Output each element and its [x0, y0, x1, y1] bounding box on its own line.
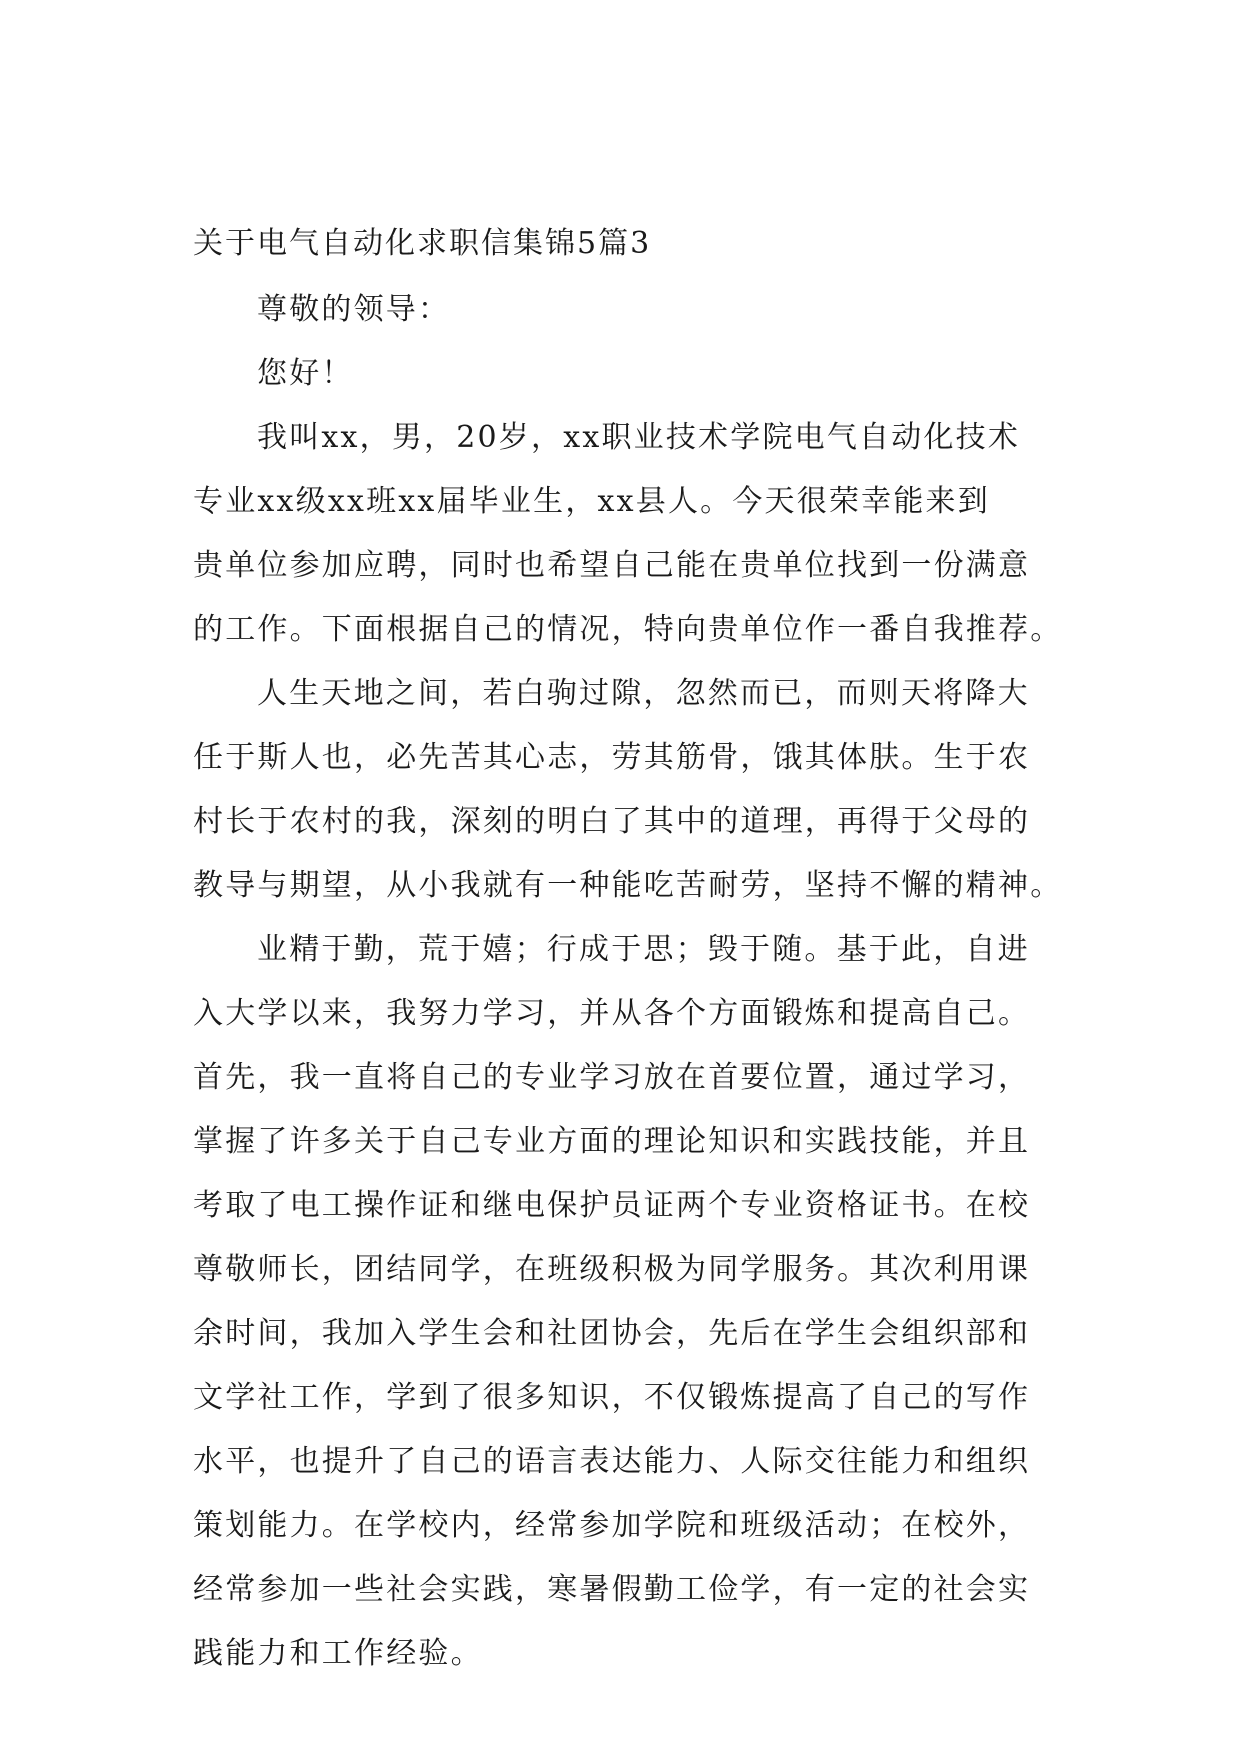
salutation: 尊敬的领导：	[257, 292, 451, 327]
paragraph-line: 经常参加一些社会实践，寒暑假勤工俭学，有一定的社会实	[193, 1572, 1031, 1607]
paragraph-line: 考取了电工操作证和继电保护员证两个专业资格证书。在校	[193, 1188, 1031, 1223]
paragraph-line: 贵单位参加应聘，同时也希望自己能在贵单位找到一份满意	[193, 548, 1031, 583]
paragraph-line: 的工作。下面根据自己的情况，特向贵单位作一番自我推荐。	[193, 612, 1063, 647]
paragraph-line: 教导与期望，从小我就有一种能吃苦耐劳，坚持不懈的精神。	[193, 868, 1063, 903]
greeting: 您好！	[257, 356, 354, 391]
paragraph-line: 入大学以来，我努力学习，并从各个方面锻炼和提高自己。	[193, 996, 1031, 1031]
paragraph-3	[193, 918, 1053, 1686]
paragraph-line: 掌握了许多关于自己专业方面的理论知识和实践技能，并且	[193, 1124, 1031, 1159]
paragraph-1	[193, 406, 1063, 662]
document-page	[193, 222, 1063, 1686]
paragraph-line: 余时间，我加入学生会和社团协会，先后在学生会组织部和	[193, 1316, 1031, 1351]
paragraph-line: 人生天地之间，若白驹过隙，忽然而已，而则天将降大	[257, 676, 1030, 711]
paragraph-line: 尊敬师长，团结同学，在班级积极为同学服务。其次利用课	[193, 1252, 1031, 1287]
paragraph-line: 业精于勤，荒于嬉；行成于思；毁于随。基于此，自进	[257, 932, 1030, 967]
paragraph-line: 水平，也提升了自己的语言表达能力、人际交往能力和组织	[193, 1444, 1031, 1479]
paragraph-line: 践能力和工作经验。	[193, 1636, 483, 1671]
paragraph-line: 任于斯人也，必先苦其心志，劳其筋骨，饿其体肤。生于农	[193, 740, 1031, 775]
document-title: 关于电气自动化求职信集锦5篇3	[193, 226, 652, 261]
paragraph-line: 专业xx级xx班xx届毕业生，xx县人。今天很荣幸能来到	[193, 484, 990, 519]
paragraph-line: 策划能力。在学校内，经常参加学院和班级活动；在校外，	[193, 1508, 1031, 1543]
paragraph-line: 首先，我一直将自己的专业学习放在首要位置，通过学习，	[193, 1060, 1031, 1095]
paragraph-line: 村长于农村的我，深刻的明白了其中的道理，再得于父母的	[193, 804, 1031, 839]
paragraph-2	[193, 662, 1063, 918]
paragraph-line: 我叫xx，男，20岁，xx职业技术学院电气自动化技术	[257, 420, 1021, 455]
paragraph-line: 文学社工作，学到了很多知识，不仅锻炼提高了自己的写作	[193, 1380, 1031, 1415]
